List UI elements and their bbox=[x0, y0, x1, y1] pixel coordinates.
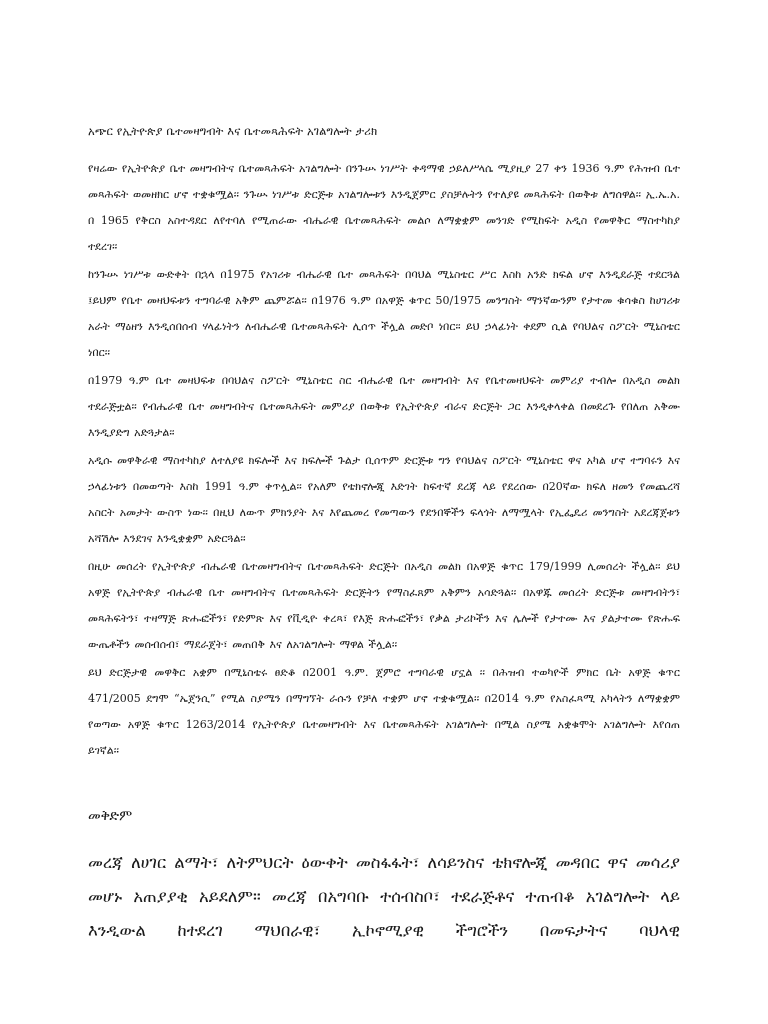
preface-paragraph: መረጃ ለሀገር ልማት፣ ለትምህርት ዕውቀት መስፋፋት፣ ለሳይንስና ቴክኖሎጂ መዳበር ዋና መሳሪያ መሆኑ አጠያያቂ አይደለም። መረጃ በአግባቡ ተሰብስቦ፣ ተደራጅቶና ተጠብቆ አገልግሎት ላይ እንዲውል ከተደረገ ማህበራዊ፣ ኢኮኖሚያዊ ችግሮችን በመፍታትና ባህላዊ bbox=[88, 853, 680, 940]
document-title: አጭር የኢትዮጵያ ቤተመዛግብት እና ቤተመጻሕፍት አገልግሎት ታሪክ bbox=[88, 124, 378, 138]
history-paragraph-4: አዲሱ መዋቅራዊ ማስተካከያ ለተለያዩ ክፍሎች እና ክፍሎች ጉልታ ቢሰጥም ድርጅቱ ግን የባህልና ስፖርት ሚኒስቴር ዋና አካል ሆኖ ተግባሩን እና ኃላፊነቱን በመወጣት እስከ 1991 ዓ.ም ቀጥሏል፡፡ የአለም የቴክኖሎጂ እድገት ከፍተኛ ደረጃ ላይ የደረሰው በ20ኛው ክፍለ ዘመን የመጨረሻ አስርት አመታት ውስጥ ነው፡፡ በዚህ ለውጥ ምክንያት እና እየጨመረ የመጣውን የደንበኞችን ፍላጎት ለማሟላት የኢፌዴሪ መንግስት አደረጃጀቱን አሻሽሎ እንደገና እንዲቋቋም አድርጓል፡፡ bbox=[88, 454, 680, 545]
history-paragraph-1: የዛሬው የኢትዮጵያ ቤተ መዛግብትና ቤተመጻሕፍት አገልግሎት በንጉሡ ነገሥት ቀዳማዊ ኃይለሥላሴ ሚያዚያ 27 ቀን 1936 ዓ.ም የሕዝብ ቤተ መጻሕፍት ወመዘክር ሆኖ ተቋቁሟል፡፡ ንጉሡ ነገሥቱ ድርጅቱ አገልግሎቱን እንዲጀምር ያስቻሉትን የተለያዩ መጻሕፍት በወቅቱ ለግሰዋል፡፡ ኢ.ኤ.አ. በ 1965 የቅርስ አስተዳደር ለየተባለ የሚጠራው ብሔራዊ ቤተመጻሕፍት መልሶ ለማቋቋም መንገድ የሚከፍት አዲስ የመዋቅር ማስተካከያ ተደረገ፡፡ bbox=[88, 162, 680, 253]
section-heading-preface: መቅድም bbox=[88, 808, 133, 824]
history-paragraph-6: ይህ ድርጅታዊ መዋቅር አቋም በሚኒስቴሩ ፀድቆ በ2001 ዓ.ም. ጀምሮ ተግባራዊ ሆኗል ፡፡ በሕዝብ ተወካዮች ምክር ቤት አዋጅ ቁጥር 471/2005 ደግሞ “ኤጀንሲ” የሚል ስያሜን በማግኘት ራሱን የቻለ ተቋም ሆኖ ተቋቁሟል፡፡ በ2014 ዓ.ም የአስፈጻሚ አካላትን ለማቋቋም የወጣው አዋጅ ቁጥር 1263/2014 የኢትዮጵያ ቤተመዛግብት እና ቤተመጻሕፍት አገልግሎት በሚል ስያሜ አቋቁሞት አገልግሎት እየሰጠ ይገኛል፡፡ bbox=[88, 666, 680, 757]
history-paragraph-2: ከንጉሡ ነገሥቱ ውድቀት በኋላ በ1975 የአገሪቱ ብሔራዊ ቤተ መጻሕፍት በባህል ሚኒስቴር ሥር እስከ አንድ ክፍል ሆኖ እንዲደራጅ ተደርጓል ፤ይህም የቤተ መዛህፍቱን ተግባራዊ አቅም ጨምሯል፡፡ በ1976 ዓ.ም በአዋጅ ቁጥር 50/1975 መንግስት ማንኛውንም የታተመ ቁሳቁስ ከሀገሪቱ አራት ማዕዘን እንዲሰበሰብ ሃላፊነትን ለብሔራዊ ቤተመጻሕፍት ሊሰጥ ችሏል መድቦ ነበር፡፡ ይህ ኃላፊነት ቀደም ሲል የባህልና ስፖርት ሚኒስቴር ነበር፡፡ bbox=[88, 268, 680, 359]
history-paragraph-3: በ1979 ዓ.ም ቤተ መዛህፍቱ በባህልና ስፖርት ሚኒስቴር ስር ብሔራዊ ቤተ መዛግብት እና የቤተመዛህፍት መምሪያ ተብሎ በአዲስ መልክ ተደራጅቷል፡፡ የብሔራዊ ቤተ መዛግብትና ቤተመጻሕፍት መምሪያ በወቅቱ የኢትዮጵያ ብራና ድርጅት ጋር እንዲቀላቀል በመደረጉ የበለጠ አቅሙ እንዲያድግ አድጓታል፡፡ bbox=[88, 374, 680, 439]
history-paragraph-5: በዚሁ መሰረት የኢትዮጵያ ብሔራዊ ቤተመዛግብትና ቤተመጻሕፍት ድርጅት በአዲስ መልክ በአዋጅ ቁጥር 179/1999 ሊመሰረት ችሏል፡፡ ይህ አዋጅ የኢትዮጵያ ብሔራዊ ቤተ መዛግብትና ቤተመጻሕፍት ድርጅትን የማስፈጸም አቅምን አሳድጓል፡፡ በአዋጁ መሰረት ድርጅቱ መዛግብትን፣ መጻሕፍትን፣ ተዛማጅ ጽሑፎችን፣ የድምጽ እና የቪዲዮ ቀረጻ፣ የእጅ ጽሑፎችን፣ የቃል ታሪኮችን እና ሌሎች የታተሙ እና ያልታተሙ የጽሑፍ ውጤቶችን መሰብሰብ፣ ማደራጀት፣ መጠበቅ እና ለአገልግሎት ማዋል ችሏል፡፡ bbox=[88, 560, 680, 651]
